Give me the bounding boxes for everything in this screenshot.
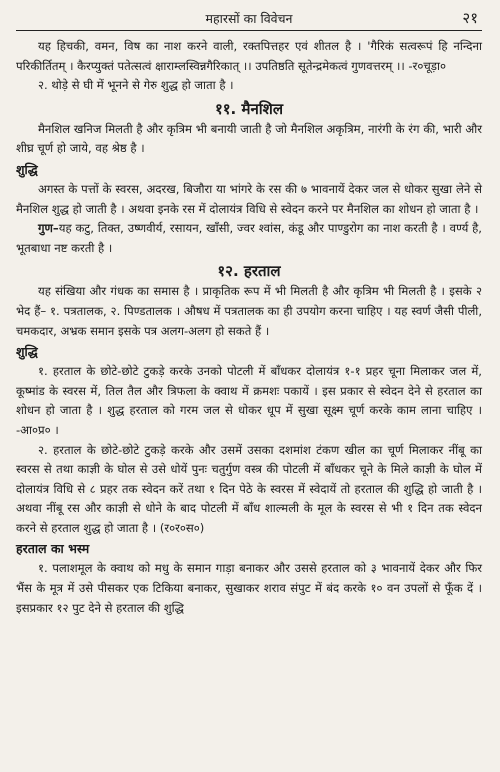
section-11-title: ११. मैनशिल bbox=[214, 99, 284, 118]
section-11-paragraph-1: मैनशिल खनिज मिलती है और कृत्रिम भी बनायी जाती है जो मैनशिल अकृत्रिम, नारंगी के रंग की, भारी और शीघ्र चूर्ण हो जाये, वह श्रेष्ठ है । bbox=[16, 121, 482, 156]
section-12-paragraph-1: यह संखिया और गंधक का समास है । प्राकृतिक रूप में भी मिलती है और कृत्रिम भी मिलती है । इसके २ भेद हैं– १. पत्रतालक, २. पिण्डतालक । औषध में पत्रतालक का ही उपयोग करना चाहिए । यह स्वर्ण जैसी पीली, चमकदार, अभ्रक समान इसके पत्र अलग-अलग हो सकते हैं । bbox=[16, 284, 482, 338]
section-11-shuddhi-heading: शुद्धि bbox=[16, 161, 38, 177]
section-12-paragraph-2: १. हरताल के छोटे-छोटे टुकड़े करके उनको पोटली में बाँधकर दोलायंत्र १-१ प्रहर चूना मिलाकर जल में, कूष्मांड के स्वरस में, तिल तैल और त्रिफला के क्वाथ में क्रमशः पकायें । इस प्रकार से स्वेदन देने से हरताल का शोधन हो जाता है । शुद्ध हरताल को गरम जल से धोकर धूप में सुखा सूक्ष्म चूर्ण करके काम लाना चाहिए । -आ०प्र० । bbox=[16, 364, 482, 437]
section-11-paragraph-2: अगस्त के पत्तों के स्वरस, अदरख, बिजौरा या भांगरे के रस की ७ भावनायें देकर जल से धोकर सुखा लेने से मैनशिल शुद्ध हो जाती है । अथवा इनके रस में दोलायंत्र विधि से स्वेदन करने पर मैनशिल का शोधन हो जाता है । bbox=[16, 181, 482, 216]
guna-text: यह कटु, तिक्त, उष्णवीर्य, रसायन, खाँसी, ज्वर श्वांस, कंडू और पाण्डुरोग का नाश करती है । वर्ण्य है, भूतबाधा नष्ट करती है । bbox=[16, 221, 482, 255]
intro-paragraph: यह हिचकी, वमन, विष का नाश करने वाली, रक्तपित्तहर एवं शीतल है । 'गैरिकं सत्वरूपं हि नन्दिना परिकीर्तितम्‌ । कैरप्युक्तं पतेत्सत्वं क्षाराम्लस्विन्नगैरिकात्‌ ।। उपतिष्ठति सूतेन्द्रमेकत्वं गुणवत्तरम्‌ ।। -र०चूड़ा० bbox=[16, 39, 482, 73]
section-12-title: १२. हरताल bbox=[217, 262, 281, 281]
section-12-shuddhi-heading: शुद्धि bbox=[16, 344, 38, 360]
bhasma-heading: हरताल का भस्म bbox=[16, 541, 90, 557]
bhasma-paragraph-1: १. पलाशमूल के क्वाथ को मधु के समान गाड़ा बनाकर और उससे हरताल को ३ भावनायें देकर और फिर भैंस के मूत्र में उसे पीसकर एक टिकिया बनाकर, सुखाकर शराव संपुट में बंद करके १० वन उपलों से फूँक दें । इसप्रकार १२ पुट देने से हरताल की शुद्धि bbox=[16, 561, 482, 615]
guna-label: गुण– bbox=[38, 221, 59, 236]
intro-paragraph-2: २. थोड़े से घी में भूनने से गेरु शुद्ध हो जाता है । bbox=[38, 78, 234, 93]
running-head: महारसों का विवेचन bbox=[205, 11, 293, 26]
section-11-guna-paragraph bbox=[16, 219, 482, 258]
page-number: २१ bbox=[462, 9, 478, 27]
page-header bbox=[16, 6, 482, 31]
section-12-paragraph-3: २. हरताल के छोटे-छोटे टुकड़े करके और उसमें उसका दशमांश टंकण खील का चूर्ण मिलाकर नींबू का स्वरस से तथा काज्ञी के घोल से उसे धोयें पुनः चतुर्गुण वस्त्र की पोटली में बाँधकर चूने के मिले काज्ञी के घोल में दोलायंत्र विधि से ८ प्रहर तक स्वेदन करें तथा १ दिन पेठे के स्वरस में स्वेदायें तो हरताल की शुद्धि हो जाती है । अथवा नींबू रस और काज्ञी से धोने के बाद पोटली में बाँध शाल्मली के मूल के स्वरस से भी १ दिन तक स्वेदन करने से हरताल शुद्ध हो जाता है । (र०र०स०) bbox=[16, 442, 482, 535]
